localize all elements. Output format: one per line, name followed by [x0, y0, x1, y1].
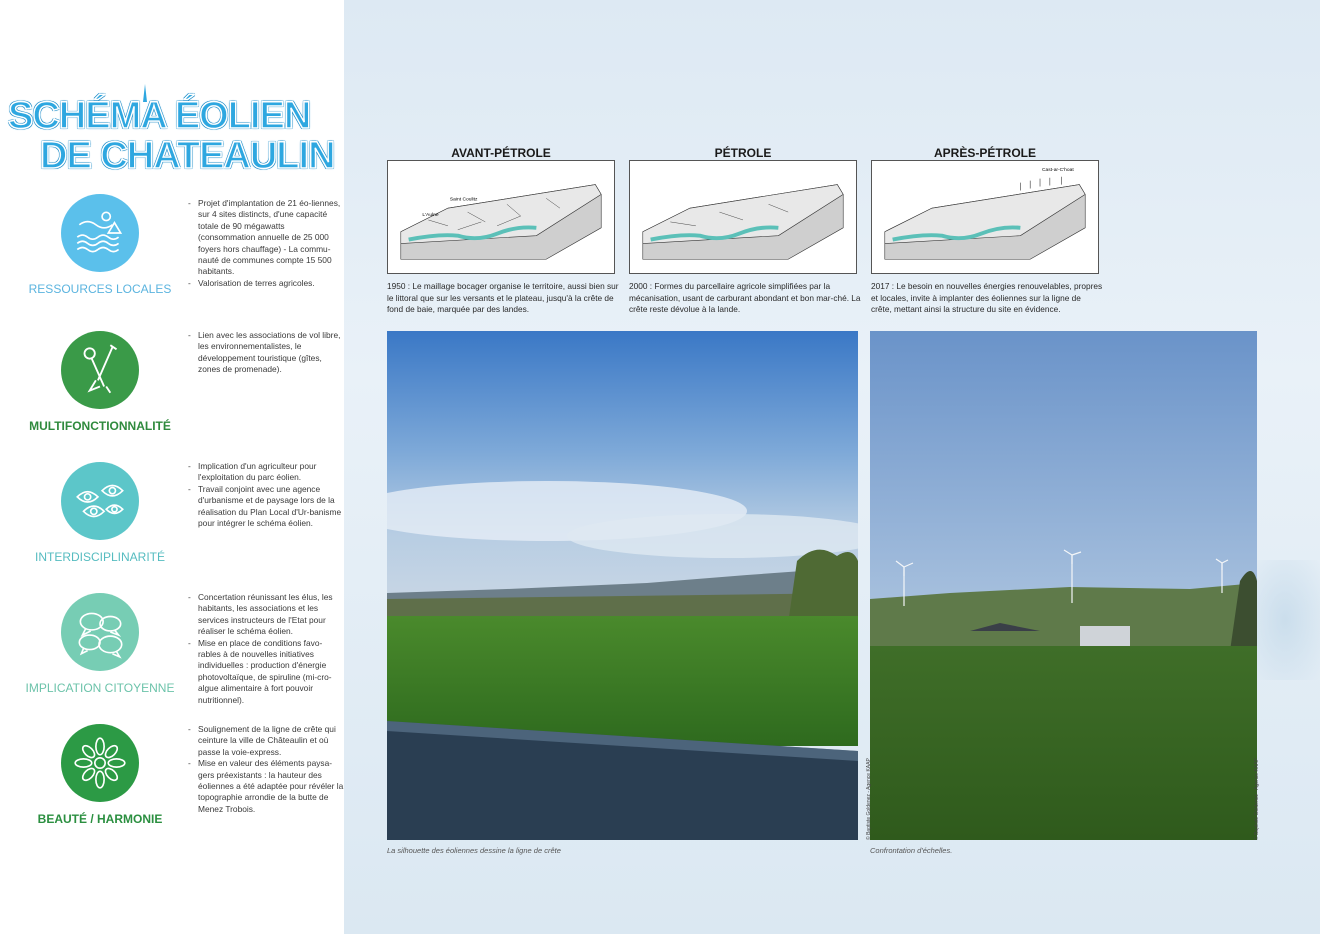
section-bullets-citizen-involvement: [186, 592, 344, 706]
diagram-after-oil: [871, 160, 1099, 274]
section-bullets-interdisciplinarity: [186, 461, 344, 529]
bullet-item: - Concertation réunissant les élus, les habitants, les associations et les services instructeurs de l'Etat pour réaliser le schéma éolien.: [186, 592, 344, 638]
section-label: INTERDISCIPLINARITÉ: [34, 550, 166, 564]
bullet-item: - Implication d'un agriculteur pour l'exploitation du parc éolien.: [186, 461, 344, 484]
title-line-1: SCHÉMA ÉOLIEN: [8, 95, 311, 137]
section-beauty-harmony: [14, 724, 186, 826]
diagram-caption-after-oil: 2017 : Le besoin en nouvelles énergies renouvelables, propres et locales, invite à implanter des éoliennes sur la ligne de crête, mettant ainsi la structure du site en évidence.: [871, 281, 1103, 314]
section-interdisciplinarity: [14, 462, 186, 564]
section-bullets-beauty-harmony: [186, 724, 344, 815]
diagram-caption-oil: 2000 : Formes du parcellaire agricole simplifiées par la mécanisation, usant de carburant abondant et bon mar-ché. La crête reste dévolue à la lande.: [629, 281, 861, 314]
diagram-oil: [629, 160, 857, 274]
local-resources-icon: [61, 194, 139, 272]
speech-bubbles-icon: [61, 593, 139, 671]
photo-scale-comparison: [870, 331, 1257, 840]
bullet-item: - Soulignement de la ligne de crête qui ceinture la ville de Châteaulin et où passe la voie-express.: [186, 724, 344, 758]
page-title: [8, 96, 335, 176]
bullet-item: - Lien avec les associations de vol libre, les environnementalistes, le développement touristique (gîtes, zones de promenade).: [186, 330, 344, 376]
diagram-before-oil: [387, 160, 615, 274]
bullet-item: - Travail conjoint avec une agence d'urbanisme et de paysage lors de la réalisation du Plan Local d'Ur-banisme pour intégrer le schéma éolien.: [186, 484, 344, 530]
section-label: BEAUTÉ / HARMONIE: [37, 812, 163, 826]
diagram-title-after-oil: APRÈS-PÉTROLE: [933, 146, 1036, 160]
photo-caption-scale-comparison: Confrontation d'échelles.: [870, 846, 953, 855]
flower-icon: [61, 724, 139, 802]
section-multifunctionality: [14, 331, 186, 433]
diagram-label: Saint Coulitz: [449, 197, 478, 203]
diagram-title-before-oil: AVANT-PÉTROLE: [451, 146, 551, 160]
photo-caption-crest-silhouette: La silhouette des éoliennes dessine la ligne de crête: [387, 846, 561, 855]
bullet-item: - Mise en valeur des éléments paysa-gers préexistants : la hauteur des éoliennes a été adaptée pour révéler la topographie arrondie de la butte de Menez Trobois.: [186, 758, 344, 815]
photo-credit: © Baptiste Goldenez - Agence KAAP: [1254, 758, 1260, 840]
tools-icon: [61, 331, 139, 409]
photo-crest-silhouette: [387, 331, 858, 840]
section-label: IMPLICATION CITOYENNE: [25, 681, 175, 695]
diagram-label: Cast-ar-C'hoat: [1041, 167, 1074, 173]
section-local-resources: [14, 194, 186, 296]
section-bullets-multifunctionality: [186, 330, 344, 376]
diagram-label: L'Aulne: [422, 213, 439, 219]
bullet-item: - Mise en place de conditions favo-rables à de nouvelles initiatives individuelles : production d'énergie photovoltaïque, de spiruline (mi-cro-algue alimentaire à fort pouvoir nutritionnel).: [186, 638, 344, 706]
diagram-caption-before-oil: 1950 : Le maillage bocager organise le territoire, aussi bien sur le littoral que sur les versants et le plateau, jusqu'à la crête de fond de baie, marquée par des landes.: [387, 281, 619, 314]
diagram-title-oil: PÉTROLE: [714, 146, 772, 160]
bullet-item: - Valorisation de terres agricoles.: [186, 278, 344, 289]
eyes-icon: [61, 462, 139, 540]
section-label: MULTIFONCTIONNALITÉ: [29, 419, 171, 433]
photo-credit: © Baptiste Goldenez - Agence KAAP: [866, 758, 872, 840]
section-citizen-involvement: [14, 593, 186, 695]
bullet-item: - Projet d'implantation de 21 éo-liennes, sur 4 sites distincts, d'une capacité totale de 90 mégawatts (consommation annuelle de 25 000 foyers hors chauffage) - La commu-nauté de communes compte 15 500 habitants.: [186, 198, 344, 278]
section-bullets-local-resources: [186, 198, 344, 289]
section-label: RESSOURCES LOCALES: [28, 282, 172, 296]
title-line-2: DE CHATEAULIN: [40, 135, 335, 177]
